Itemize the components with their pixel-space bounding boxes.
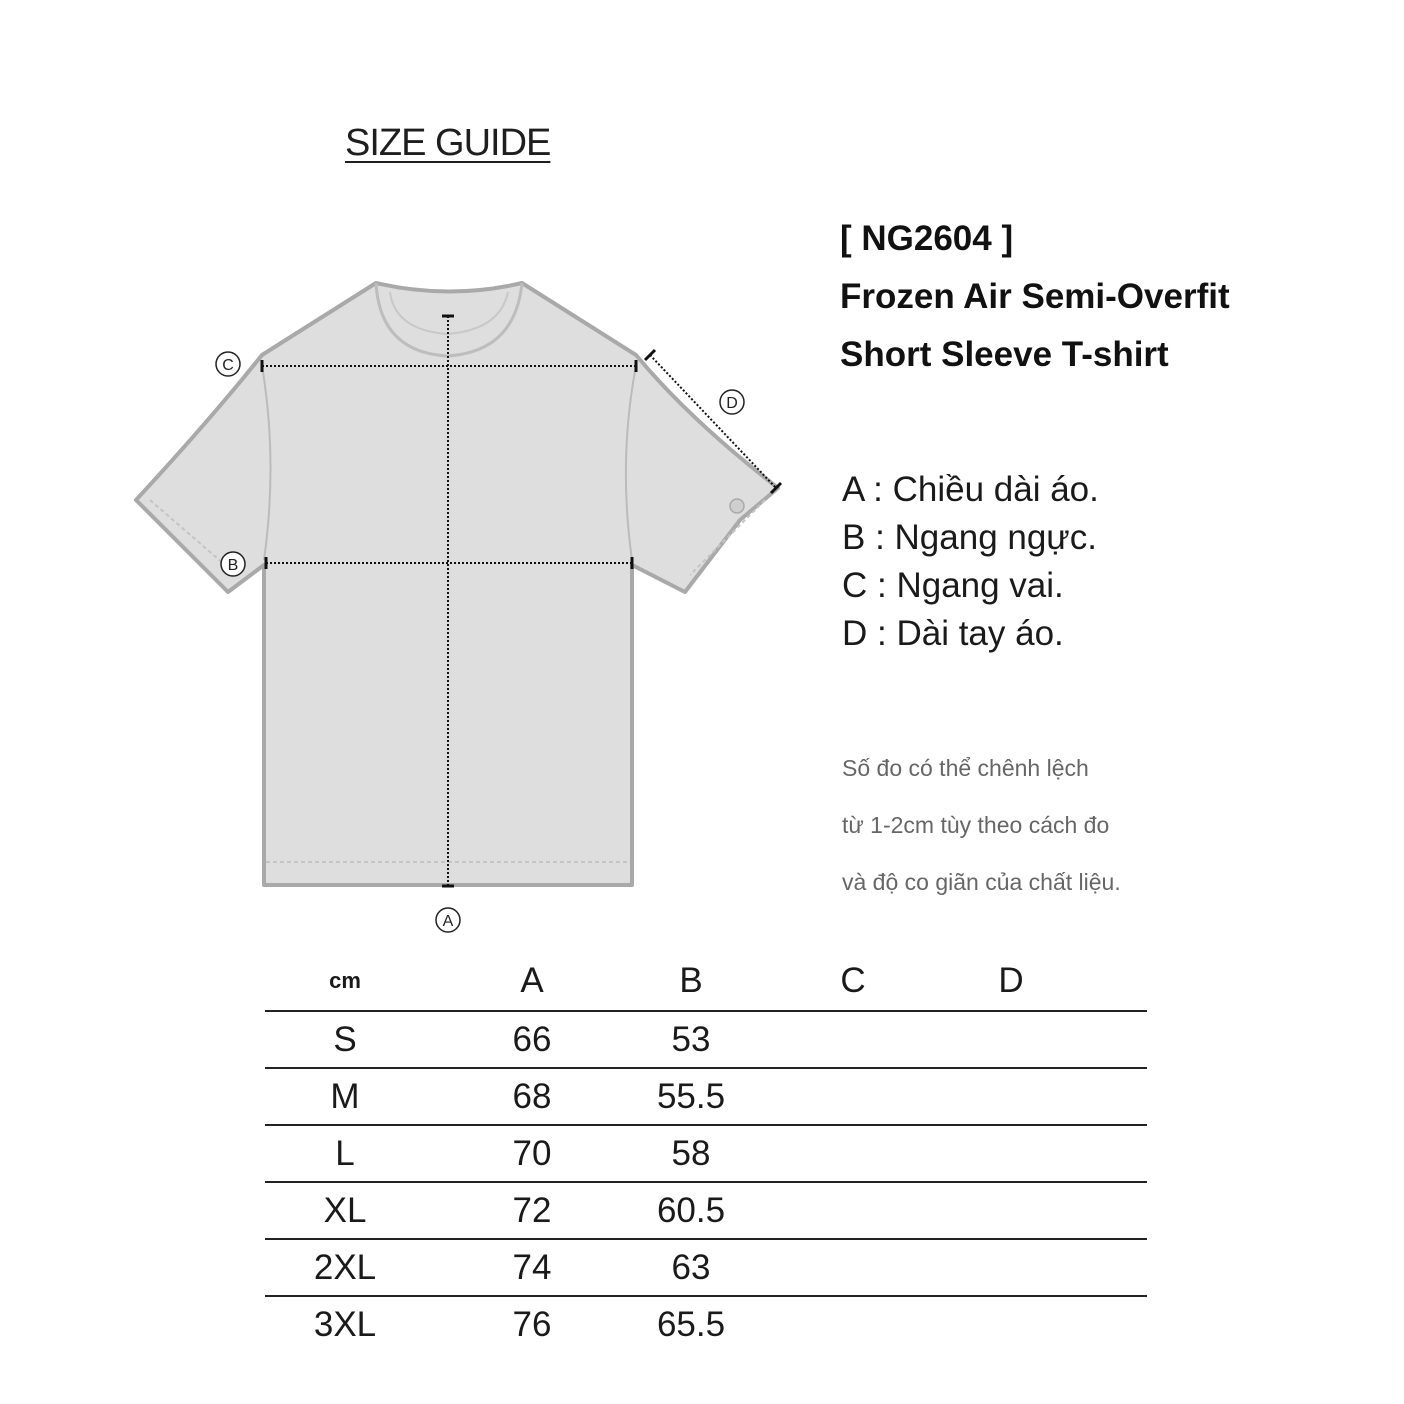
svg-text:C: C <box>222 357 234 374</box>
header-b: B <box>679 961 703 1000</box>
header-d: D <box>998 961 1024 1000</box>
product-name-line1: Frozen Air Semi-Overfit <box>840 277 1230 316</box>
product-name-line2: Short Sleeve T-shirt <box>840 335 1169 374</box>
header-a: A <box>520 961 544 1000</box>
product-info <box>840 210 1230 384</box>
value-a: 70 <box>512 1134 552 1173</box>
size-label: 2XL <box>313 1248 377 1287</box>
marker-b <box>221 552 245 576</box>
size-table-header <box>265 955 1147 1012</box>
svg-text:D: D <box>726 395 738 412</box>
measurement-legend <box>842 466 1099 658</box>
measurement-note <box>842 740 1121 911</box>
size-label: S <box>333 1020 357 1059</box>
header-unit: cm <box>329 968 361 993</box>
table-row <box>265 1012 1147 1069</box>
value-a: 72 <box>512 1191 552 1230</box>
size-table <box>265 955 1147 1352</box>
product-code: [ NG2604 ] <box>840 219 1014 258</box>
value-b: 65.5 <box>656 1305 726 1344</box>
value-a: 74 <box>512 1248 552 1287</box>
value-d <box>951 1069 1071 1124</box>
table-row <box>265 1240 1147 1297</box>
value-d <box>951 1012 1071 1067</box>
value-a: 68 <box>512 1077 552 1116</box>
size-label: XL <box>323 1191 367 1230</box>
table-row <box>265 1069 1147 1126</box>
value-d <box>951 1297 1071 1352</box>
value-a: 66 <box>512 1020 552 1059</box>
sleeve-tag-icon <box>730 499 744 513</box>
value-b: 63 <box>671 1248 711 1287</box>
legend-item-c: C : Ngang vai. <box>842 566 1064 605</box>
value-c <box>793 1069 913 1124</box>
page-title: SIZE GUIDE <box>345 122 551 164</box>
note-line: từ 1-2cm tùy theo cách đo <box>842 812 1110 838</box>
value-b: 60.5 <box>656 1191 726 1230</box>
legend-item-d: D : Dài tay áo. <box>842 614 1064 653</box>
note-line: và độ co giãn của chất liệu. <box>842 869 1121 895</box>
value-c <box>793 1240 913 1295</box>
svg-text:B: B <box>227 557 239 574</box>
marker-a <box>436 908 460 932</box>
size-label: L <box>335 1134 355 1173</box>
marker-c <box>216 352 240 376</box>
value-c <box>793 1126 913 1181</box>
value-c <box>793 1297 913 1352</box>
note-line: Số đo có thể chênh lệch <box>842 755 1089 781</box>
legend-item-a: A : Chiều dài áo. <box>842 470 1099 509</box>
svg-text:A: A <box>442 913 454 930</box>
marker-d <box>720 390 744 414</box>
value-b: 58 <box>671 1134 711 1173</box>
size-label: M <box>330 1077 360 1116</box>
value-b: 53 <box>671 1020 711 1059</box>
size-label: 3XL <box>313 1305 377 1344</box>
legend-item-b: B : Ngang ngực. <box>842 518 1097 557</box>
value-b: 55.5 <box>656 1077 726 1116</box>
table-row <box>265 1183 1147 1240</box>
table-row <box>265 1126 1147 1183</box>
value-d <box>951 1126 1071 1181</box>
value-d <box>951 1183 1071 1238</box>
value-c <box>793 1183 913 1238</box>
table-row <box>265 1297 1147 1352</box>
value-d <box>951 1240 1071 1295</box>
value-a: 76 <box>512 1305 552 1344</box>
value-c <box>793 1012 913 1067</box>
header-c: C <box>840 961 866 1000</box>
